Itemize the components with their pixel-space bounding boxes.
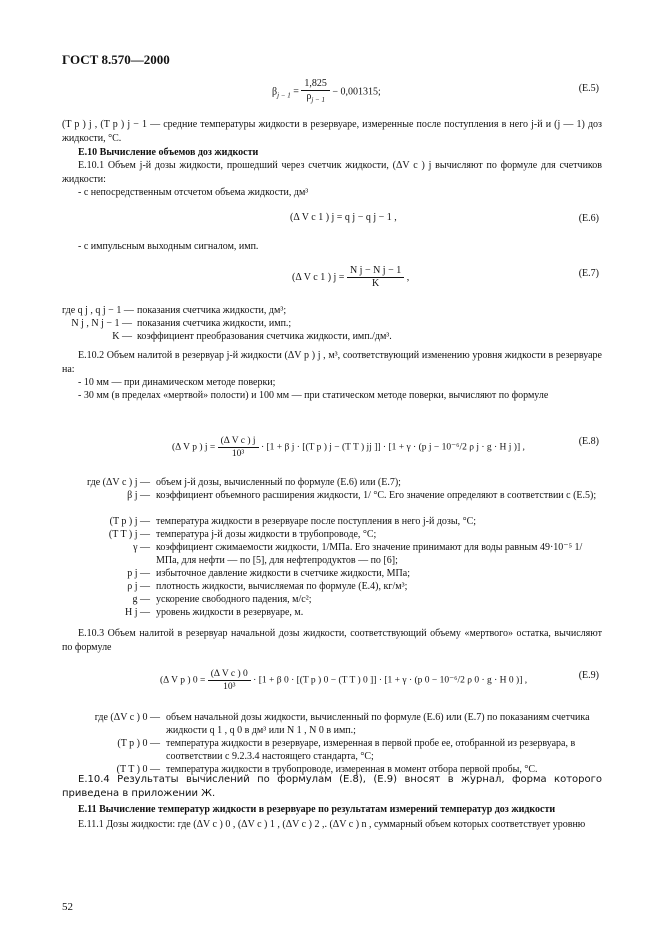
e7-label: (E.7) [578, 268, 599, 279]
definition-list-2: где (ΔV c ) j — объем j-й дозы, вычисленный по формуле (E.6) или (E.7); β j — коэффициент объемного расширения жидкости, 1/ °С. Его значение определяют в соответствии с (E.5); (T p ) j — температура жидкости в резервуаре после поступления в него j-й дозы, °С; (T T ) j — температура j-й дозы жидкости в трубопроводе, °С; γ — коэффициент сжимаемости жидкости, 1/МПа. Его значение принимают для воды равным 49·10⁻⁵ 1/МПа, для нефти — по [5], для нефтепродуктов — по [6]; p j — избыточное давление жидкости в счетчике жидкости, МПа; ρ j — плотность жидкости, вычисляемая по формуле (E.4), кг/м³; g — ускорение свободного падения, м/с²; H j — уровень жидкости в резервуаре, м. [87, 477, 597, 618]
e8-lhs: (Δ V p ) j = [172, 442, 216, 453]
para-tp-definition: (T p ) j , (T p ) j − 1 — средние температуры жидкости в резервуаре, измеренные после поступления в него j-й и (j — 1) доз жидкости, °С. [62, 119, 602, 144]
e6-label: (E.6) [578, 213, 599, 224]
e5-denominator: $\rho_{j - 1}$ [306, 91, 325, 104]
definition-list-3: где (ΔV c ) 0 — объем начальной дозы жидкости, вычисленный по формуле (E.6) или (E.7) по показаниям счетчика жидкости q 1 , q 0 в дм³ или N 1 , N 0 в имп.; (T p ) 0 — температура жидкости в резервуаре, измеренная в первой пробе ее, отобранной из резервуара, в соответствии с 9.2.3.4 настоящего стандарта, °С; (T T ) 0 — температура жидкости в трубопроводе, измеренная в момент отбора первой пробы, °С. [94, 712, 590, 775]
para-e10-4: Е.10.4 Результаты вычислений по формулам (E.8), (E.9) вносят в журнал, форма которого приведена в приложении Ж. [62, 774, 602, 799]
bullet-dynamic-method: - 10 мм — при динамическом методе поверки; [78, 377, 276, 388]
e7-numerator: N j − N j − 1 [347, 265, 404, 278]
e5-label: (E.5) [578, 83, 599, 94]
document-header: ГОСТ 8.570—2000 [62, 52, 170, 67]
e9-label: (E.9) [578, 670, 599, 681]
equation-e7: (Δ V c 1 ) j = $\frac{\text{N j − N j − 1}}{K}$ , [292, 265, 410, 289]
equation-e9 [160, 668, 527, 693]
equation-e5: $\beta_{j - 1}$ = $\frac{1,825}{\rho_{j - 1}}$ − 0,001315; [272, 78, 381, 104]
bullet-static-method: - 30 мм (в пределах «мертвой» полости) и 100 мм — при статическом методе поверки, вычисляют по формуле [78, 390, 549, 401]
e5-numerator: 1,825 [301, 78, 330, 91]
equation-e8 [172, 435, 525, 460]
e8-label: (E.8) [578, 436, 599, 447]
page-number: 52 [62, 901, 73, 913]
e8-numerator: (Δ V c ) j [218, 435, 259, 448]
para-e10-1: Е.10.1 Объем j-й дозы жидкости, прошедший через счетчик жидкости, (ΔV c ) j вычисляют по формуле для счетчиков жидкости: [62, 160, 602, 185]
e8-rest: · [1 + β j · [(T p ) j − (T T ) jj ]] · [1 + γ · (p j − 10⁻⁶/2 ρ j · g · H j )] , [260, 442, 525, 453]
equation-e6: (Δ V c 1 ) j = q j − q j − 1 , [290, 212, 397, 223]
e5-tail: − 0,001315; [332, 86, 381, 98]
e7-lhs: (Δ V c 1 ) j = [292, 271, 345, 283]
e7-denominator: K [371, 278, 380, 289]
definition-list-1: где q j , q j − 1 — показания счетчика жидкости, дм³; N j , N j − 1 — показания счетчика жидкости, имп.; K — коэффициент преобразования счетчика жидкости, имп./дм³. [62, 305, 392, 342]
e9-rest: · [1 + β 0 · [(T p ) 0 − (T T ) 0 ]] · [1 + γ · (p 0 − 10⁻⁶/2 ρ 0 · g · H 0 )] , [253, 675, 528, 686]
para-e10-3: Е.10.3 Объем налитой в резервуар начальной дозы жидкости, соответствующий объему «мертвого» остатка, вычисляют по формуле [62, 628, 602, 653]
e9-fraction [208, 668, 251, 693]
e9-lhs: (Δ V p ) 0 = [160, 675, 206, 686]
e7-fraction [347, 265, 404, 290]
bullet-pulse-output: - с импульсным выходным сигналом, имп. [78, 241, 259, 252]
section-e10-title: E.10 Вычисление объемов доз жидкости [78, 147, 259, 158]
e5-fraction [301, 78, 330, 106]
e8-denominator: 10³ [231, 449, 245, 459]
e9-denominator: 10³ [223, 682, 236, 692]
para-e10-2: Е.10.2 Объем налитой в резервуар j-й жидкости (ΔV p ) j , м³, соответствующий изменению уровня жидкости в резервуаре на: [62, 350, 602, 375]
para-e11-1: Е.11.1 Дозы жидкости: где (ΔV c ) 0 , (ΔV c ) 1 , (ΔV c ) 2 ,. (ΔV c ) n , суммарный объем которых соответствует уровню [78, 819, 586, 830]
e9-numerator: (Δ V c ) 0 [208, 668, 251, 681]
e8-fraction [218, 435, 259, 460]
section-e11-title: E.11 Вычисление температур жидкости в резервуаре по результатам измерений температур доз жидкости [78, 804, 556, 815]
e5-lhs: β [272, 86, 278, 98]
bullet-direct-count: - с непосредственным отсчетом объема жидкости, дм³ [78, 187, 309, 198]
e5-lhs-sub: j − 1 [277, 91, 291, 100]
